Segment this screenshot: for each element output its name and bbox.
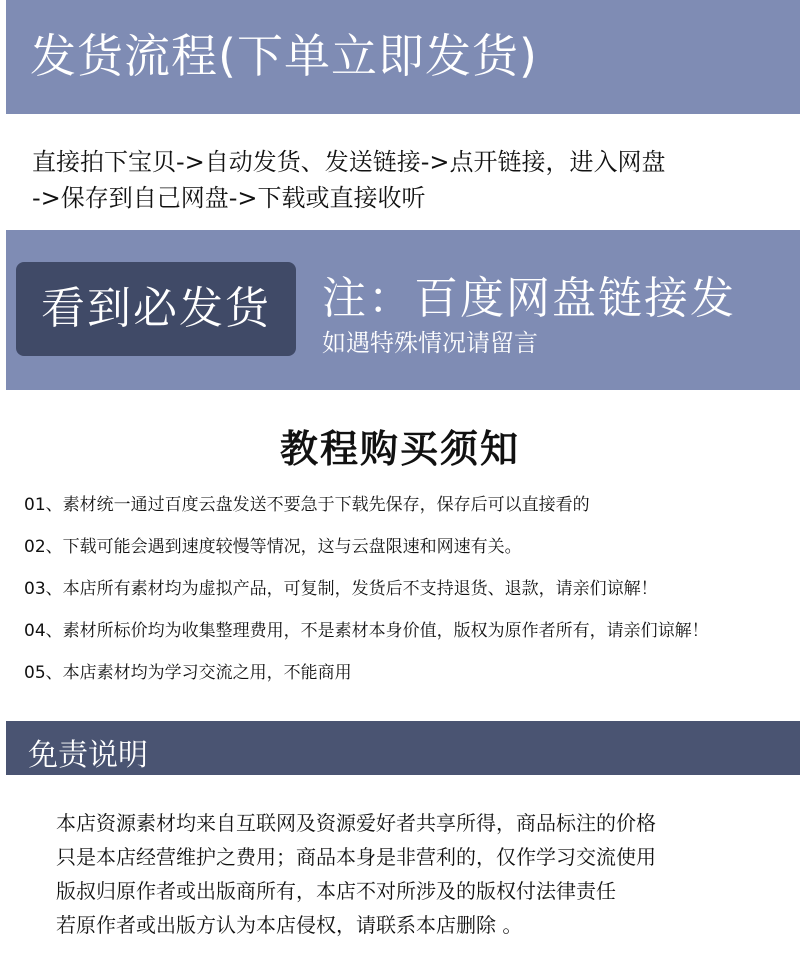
guide-item-1: 01、素材统一通过百度云盘发送不要急于下载先保存，保存后可以直接看的 — [24, 495, 590, 515]
disclaimer-line-1: 本店资源素材均来自互联网及资源爱好者共享所得，商品标注的价格 — [56, 811, 656, 835]
process-line-1: 直接拍下宝贝->自动发货、发送链接->点开链接，进入网盘 — [32, 148, 666, 176]
disclaimer-line-2: 只是本店经营维护之费用；商品本身是非营利的，仅作学习交流使用 — [56, 845, 656, 869]
process-text — [32, 144, 792, 216]
disclaimer-text — [56, 806, 786, 942]
guide-title: 教程购买须知 — [279, 427, 520, 471]
disclaimer-title: 免责说明 — [28, 738, 148, 773]
guide-item-5: 05、本店素材均为学习交流之用，不能商用 — [24, 663, 352, 683]
disclaimer-line-3: 版叔归原作者或出版商所有，本店不对所涉及的版权付法律责任 — [56, 879, 616, 903]
ship-badge-label: 看到必发货 — [41, 283, 271, 334]
guide-list — [24, 484, 794, 694]
guide-item-3: 03、本店所有素材均为虚拟产品，可复制，发货后不支持退货、退款，请亲们谅解！ — [24, 579, 658, 599]
page-title: 发货流程(下单立即发货) — [30, 29, 538, 83]
notice-subtitle: 如遇特殊情况请留言 — [322, 329, 538, 357]
notice-title: 注：百度网盘链接发 — [322, 273, 736, 324]
process-line-2: ->保存到自己网盘->下载或直接收听 — [32, 184, 426, 212]
guide-item-4: 04、素材所标价均为收集整理费用，不是素材本身价值，版权为原作者所有，请亲们谅解！ — [24, 621, 709, 641]
disclaimer-line-4: 若原作者或出版方认为本店侵权，请联系本店删除 。 — [56, 913, 523, 937]
guide-item-2: 02、下载可能会遇到速度较慢等情况，这与云盘限速和网速有关。 — [24, 537, 522, 557]
